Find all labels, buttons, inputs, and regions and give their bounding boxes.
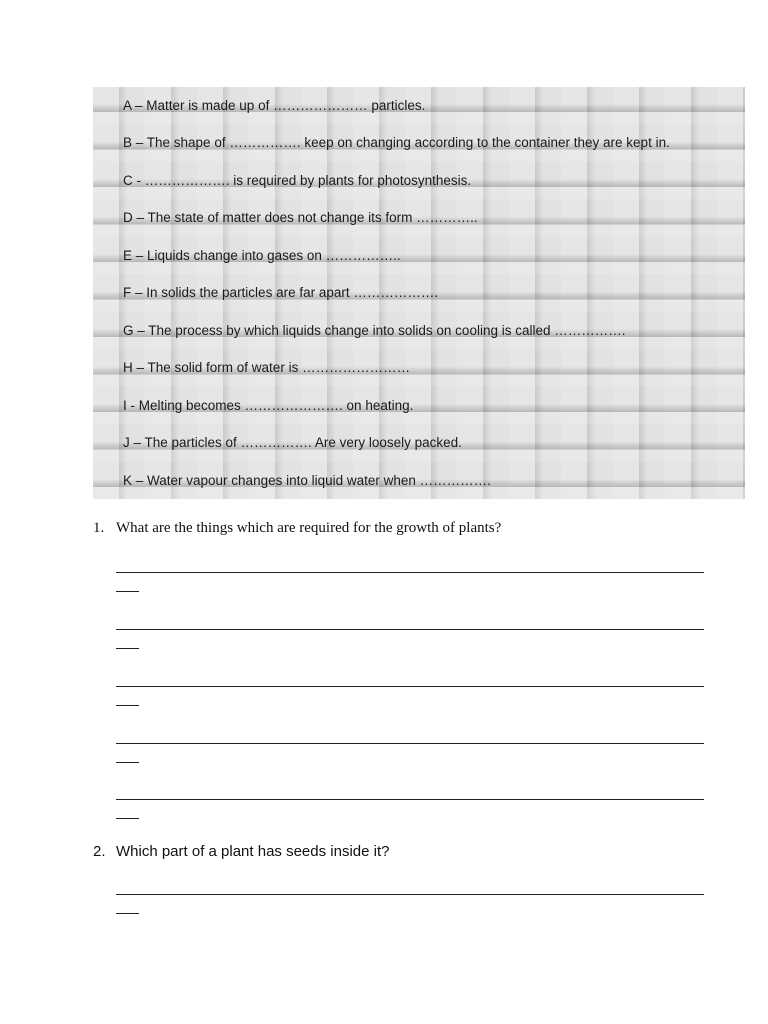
clue-e: E – Liquids change into gases on …………….. <box>123 248 401 263</box>
answer-line[interactable] <box>116 629 704 630</box>
answer-line-end <box>116 591 139 592</box>
answer-line-end <box>116 818 139 819</box>
question-2 <box>93 843 713 860</box>
clue-j: J – The particles of ……………. Are very loosely packed. <box>123 435 462 450</box>
clue-image-box <box>93 87 745 499</box>
answer-line[interactable] <box>116 799 704 800</box>
clue-f: F – In solids the particles are far apart ………………. <box>123 285 439 300</box>
question-number: 1. <box>93 520 105 536</box>
answer-line-end <box>116 762 139 763</box>
answer-line[interactable] <box>116 894 704 895</box>
clue-d: D – The state of matter does not change its form ………….. <box>123 210 478 225</box>
question-number: 2. <box>93 843 106 860</box>
clue-h: H – The solid form of water is …………………… <box>123 360 411 375</box>
question-text: What are the things which are required for the growth of plants? <box>116 520 502 536</box>
answer-line[interactable] <box>116 743 704 744</box>
clue-g: G – The process by which liquids change into solids on cooling is called ……………. <box>123 323 626 338</box>
question-text: Which part of a plant has seeds inside it? <box>116 843 390 860</box>
answer-line-end <box>116 913 139 914</box>
answer-line-end <box>116 705 139 706</box>
answer-line[interactable] <box>116 686 704 687</box>
clue-k: K – Water vapour changes into liquid water when ……………. <box>123 473 491 488</box>
answer-line-end <box>116 648 139 649</box>
clue-i: I - Melting becomes …………………. on heating. <box>123 398 414 413</box>
clue-c: C - ………………. is required by plants for photosynthesis. <box>123 173 472 188</box>
clue-b: B – The shape of ……………. keep on changing according to the container they are kept in. <box>123 135 670 150</box>
question-1 <box>93 520 713 537</box>
answer-line[interactable] <box>116 572 704 573</box>
clue-a: A – Matter is made up of ………………… particles. <box>123 98 426 113</box>
